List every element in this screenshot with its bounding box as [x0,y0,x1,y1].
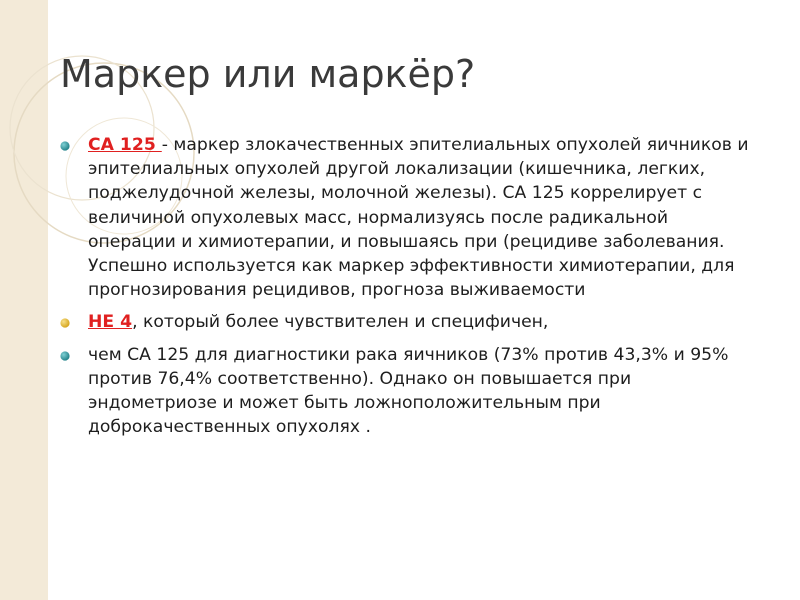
bullet-text: - маркер злокачественных эпителиальных опухолей яичников и эпителиальных опухолей другой локализации (кишечника, легких, поджелудочной железы, молочной железы). СА 125 коррелирует с величиной опухолевых масс, нормализуясь после радикальной операции и химиотерапии, и повышаясь при (рецидиве заболевания. Успешно используется как маркер эффективности химиотерапии, для прогнозирования рецидивов, прогноза выживаемости [88,135,749,301]
bullet-dot-icon [60,351,70,361]
bullet-dot-icon [60,141,70,151]
bullet-dot-icon [60,318,70,328]
term-ca125: СА 125 [88,135,162,155]
bullet-item-ca125 [60,133,750,302]
bullet-item-comparison [60,343,750,440]
bullet-text: , который более чувствителен и специфичен, [132,312,549,333]
bullet-item-he4 [60,310,750,334]
bullet-list [60,133,750,447]
bullet-text: чем СА 125 для диагностики рака яичников (73% против 43,3% и 95% против 76,4% соответственно). Однако он повышается при эндометриозе и может быть ложноположительным при доброкачественных опухолях . [88,344,729,438]
term-he4: НЕ 4 [88,312,133,333]
slide-title: Маркер или маркёр? [60,52,476,96]
